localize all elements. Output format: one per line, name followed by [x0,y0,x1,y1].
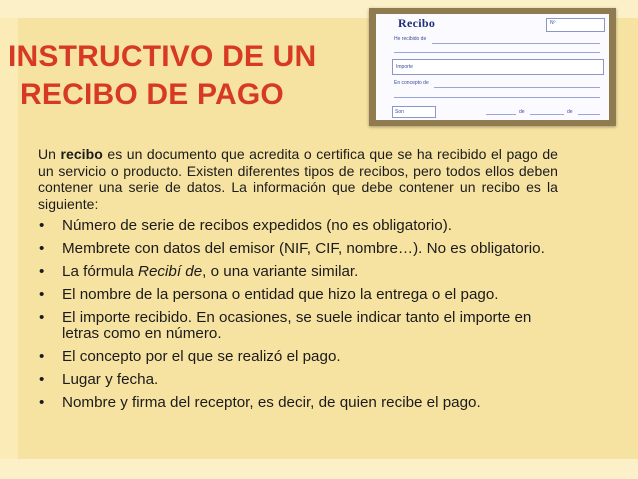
bullet-icon: • [39,285,45,303]
bullet-icon: • [39,308,45,326]
bullet-icon: • [39,262,45,280]
receipt-total-box [392,106,436,118]
bullet-icon: • [39,239,45,257]
intro-text-start: Un [38,146,61,162]
intro-text-rest: es un documento que acredita o certifica que se ha recibido el pago de un servicio o producto. Existen diferentes tipos de recibos, pero todos ellos deben contener una serie de datos. La información que debe contener un recibo es la siguiente: [38,146,558,212]
list-item [38,287,558,304]
list-item [38,241,558,258]
bullet-icon: • [39,393,45,411]
list-item-text: Nombre y firma del receptor, es decir, de quien recibe el pago. [62,393,481,411]
receipt-received-from-line [432,43,600,44]
receipt-date-line-3 [578,114,600,115]
receipt-concept-label: En concepto de [394,80,429,86]
receipt-heading: Recibo [398,16,436,30]
requirements-list [38,218,558,411]
bottom-band [0,459,638,479]
bullet-icon: • [39,217,45,234]
receipt-received-from-label: He recibido de [394,36,427,42]
list-item-text: La fórmula [62,262,138,280]
list-item [38,218,558,235]
list-item [38,372,558,389]
receipt-form [376,14,609,120]
receipt-date-de-2: de [567,109,573,115]
slide-title [8,38,378,114]
list-item [38,264,558,281]
list-item-text: Número de serie de recibos expedidos (no es obligatorio). [62,217,453,234]
receipt-line-4 [394,97,600,98]
title-line-2: RECIBO DE PAGO [20,78,284,111]
list-item-text: El nombre de la persona o entidad que hizo la entrega o el pago. [62,285,499,303]
slide-content [38,146,558,418]
intro-paragraph [38,146,558,212]
list-item-text-end: , o una variante similar. [202,262,359,280]
list-item [38,349,558,366]
receipt-total-label: Son [395,109,404,115]
list-item [38,395,558,412]
receipt-number-label: Nº [550,20,556,26]
receipt-date-line-2 [530,114,564,115]
intro-keyword: recibo [60,146,103,162]
list-item [38,310,558,343]
list-item-italic: Recibí de [137,262,203,280]
list-item-text: El concepto por el que se realizó el pago. [62,347,341,365]
list-item-text: Lugar y fecha. [62,370,159,388]
list-item-text: Membrete con datos del emisor (NIF, CIF, nombre…). No es obligatorio. [62,239,545,257]
list-item-text: El importe recibido. En ocasiones, se suele indicar tanto el importe en letras como en número. [62,308,532,343]
title-line-1: INSTRUCTIVO DE UN [8,40,317,73]
receipt-amount-box [392,59,604,75]
receipt-number-box [546,18,605,32]
receipt-amount-label: Importe [396,64,413,70]
bullet-icon: • [39,370,45,388]
receipt-concept-line [434,87,600,88]
receipt-image [369,8,616,126]
receipt-date-de-1: de [519,109,525,115]
bullet-icon: • [39,347,45,365]
receipt-line-2 [394,52,600,53]
receipt-date-line-1 [486,114,516,115]
